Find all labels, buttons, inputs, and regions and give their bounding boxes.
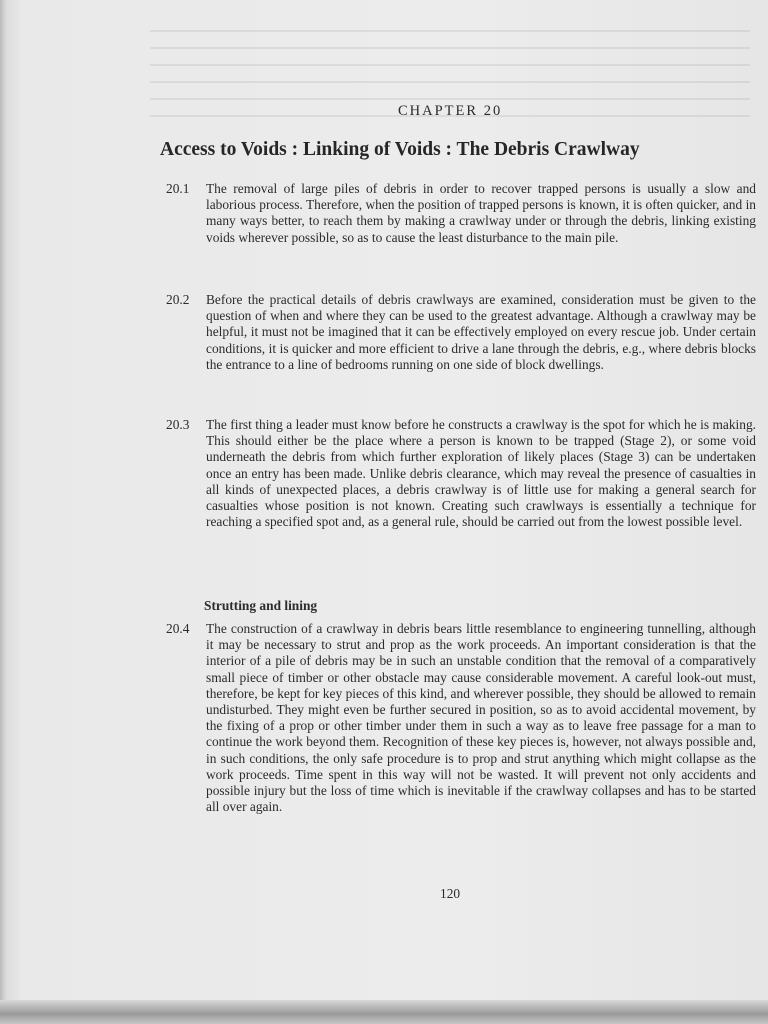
section-heading: Strutting and lining: [204, 598, 318, 613]
chapter-label: CHAPTER 20: [398, 103, 503, 119]
paragraph-number: 20.2: [166, 292, 190, 307]
paragraph-text: The first thing a leader must know before he constructs a crawlway is the spot for which he is making. This should either be the place where a person is known to be trapped (Stage 2), or some void underneath the debris from which further exploration of likely places (Stage 3) can be undertaken once an entry has been made. Unlike debris clearance, which may reveal the presence of casualties in all kinds of unexpected places, a debris crawlway is of little use for making a general search for casualties whose position is not known. Creating such crawlways is essentially a technique for reaching a specified spot and, as a general rule, should be carried out from the lowest possible level.: [206, 417, 756, 530]
page-bottom-edge: [0, 1000, 768, 1024]
paragraph-20-3: [166, 417, 756, 530]
paragraph-20-2: [166, 292, 756, 373]
paragraph-text: The removal of large piles of debris in order to recover trapped persons is usually a slow and laborious process. Therefore, when the position of trapped persons is known, it is often quicker, and in many ways better, to reach them by making a crawlway under or through the debris, linking existing voids wherever possible, so as to cause the least disturbance to the main pile.: [206, 181, 756, 245]
paragraph-text: Before the practical details of debris crawlways are examined, consideration must be given to the question of when and where they can be used to the greatest advantage. Although a crawlway may be helpful, it must not be imagined that it can be effectively employed on every rescue job. Under certain conditions, it is quicker and more efficient to drive a lane through the debris, e.g., where debris blocks the entrance to a line of bedrooms running on one side of block dwellings.: [206, 292, 756, 372]
page-number: 120: [440, 886, 461, 901]
paragraph-20-4: [166, 621, 756, 815]
paragraph-number: 20.3: [166, 417, 190, 432]
paragraph-20-1: [166, 181, 756, 246]
paragraph-text: The construction of a crawlway in debris bears little resemblance to engineering tunnelling, although it may be necessary to strut and prop as the work proceeds. An important consideration is that the interior of a pile of debris may be in such an unstable condition that the removal of a comparatively small piece of timber or other obstacle may cause considerable movement. A careful look-out must, therefore, be kept for key pieces of this kind, and wherever possible, they should be allowed to remain undisturbed. They might even be further secured in position, so as to avoid accidental movement, by the fixing of a prop or other timber under them in such a way as to leave free passage for a man to continue the work beyond them. Recognition of these key pieces is, however, not always possible and, in such conditions, the only safe procedure is to prop and strut anything which might collapse as the work proceeds. Time spent in this way will not be wasted. It will prevent not only accidents and possible injury but the loss of time which is inevitable if the crawlway collapses and has to be started all over again.: [206, 621, 756, 815]
chapter-title: Access to Voids : Linking of Voids : The Debris Crawlway: [160, 139, 640, 160]
paragraph-number: 20.4: [166, 621, 190, 636]
paragraph-number: 20.1: [166, 181, 190, 196]
